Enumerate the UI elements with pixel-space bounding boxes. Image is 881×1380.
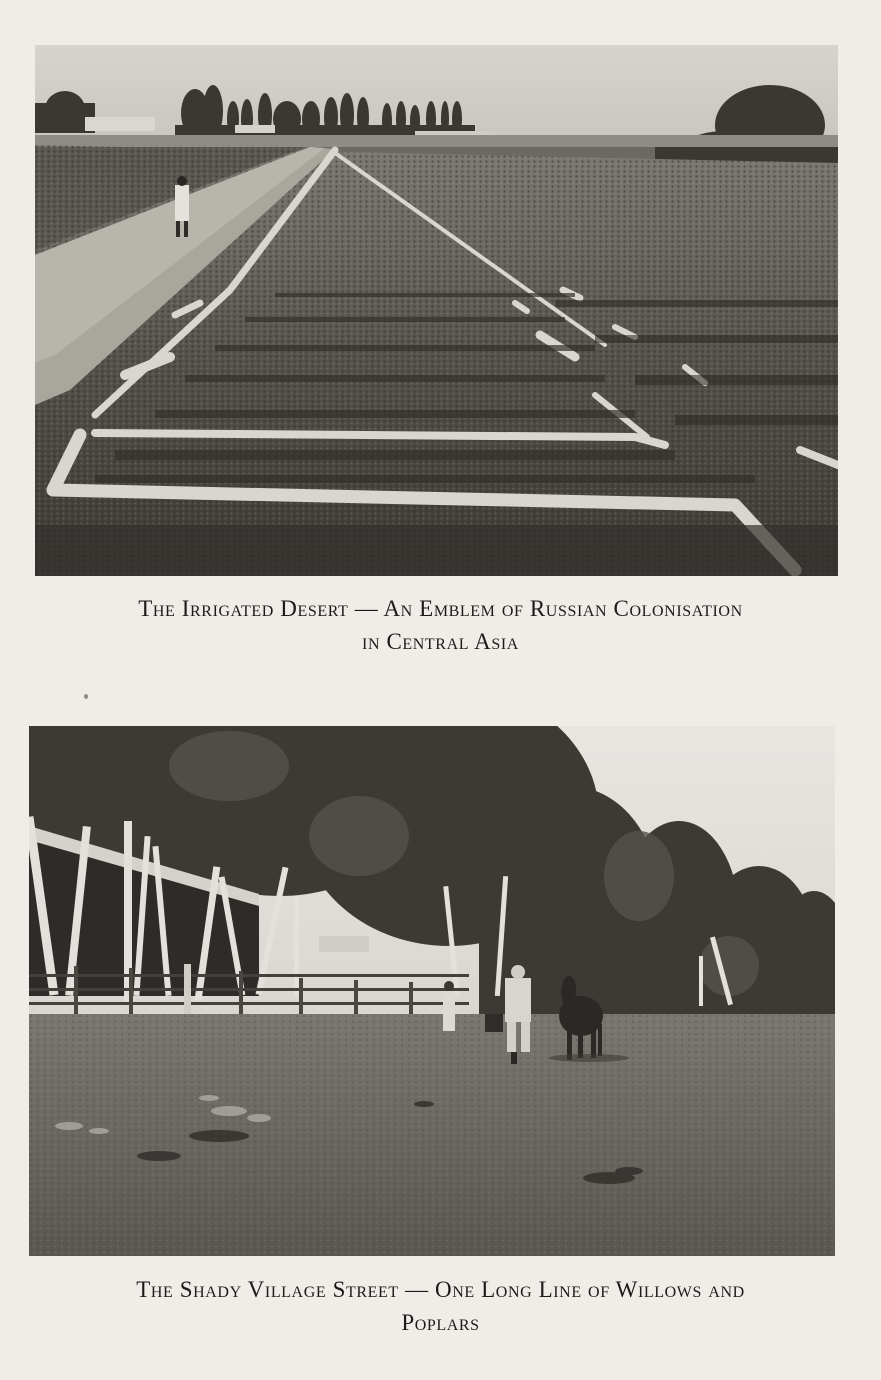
caption-irrigated-desert — [18, 592, 863, 658]
irrigated-desert-image — [35, 45, 838, 576]
caption-line: The Shady Village Street — One Long Line of Willows and — [136, 1277, 745, 1302]
paper-speck — [84, 694, 88, 699]
photo-shady-village-street — [29, 726, 835, 1256]
photo-irrigated-desert — [35, 45, 838, 576]
caption-line: in Central Asia — [362, 629, 519, 654]
caption-shady-village-street — [18, 1273, 863, 1339]
village-street-image — [29, 726, 835, 1256]
caption-line: Poplars — [401, 1310, 480, 1335]
caption-line: The Irrigated Desert — An Emblem of Russian Colonisation — [138, 596, 743, 621]
